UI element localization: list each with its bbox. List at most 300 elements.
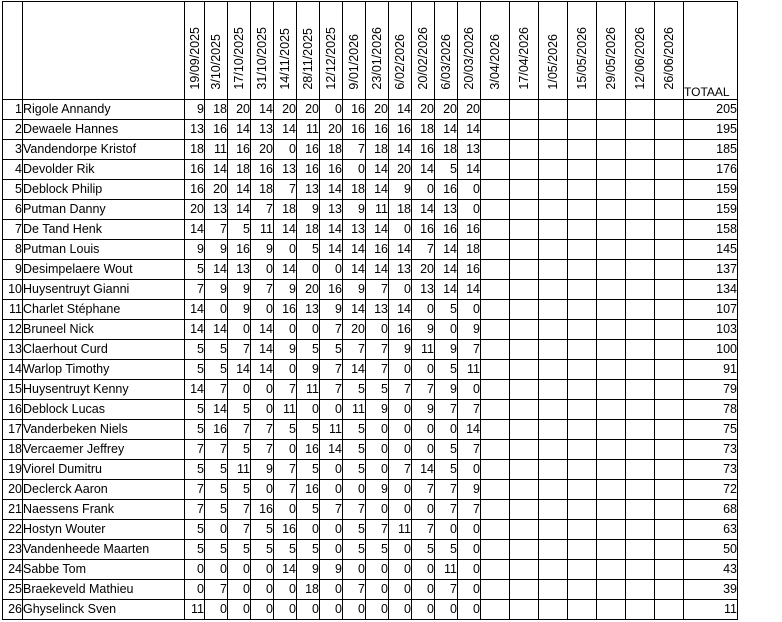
score-cell: 5: [205, 500, 228, 520]
score-cell: 5: [274, 540, 297, 560]
score-cell: 9: [458, 480, 481, 500]
total-cell: 43: [684, 560, 738, 580]
score-cell: 16: [274, 520, 297, 540]
score-cell: 16: [435, 220, 458, 240]
score-cell: 14: [366, 180, 389, 200]
score-cell: [568, 180, 597, 200]
score-cell: 14: [274, 260, 297, 280]
table-row: [3, 200, 738, 220]
player-name-cell: Declerck Aaron: [23, 480, 185, 500]
score-cell: [626, 320, 655, 340]
score-cell: 14: [185, 380, 205, 400]
score-cell: 14: [320, 180, 343, 200]
score-cell: [626, 260, 655, 280]
score-cell: 16: [412, 140, 435, 160]
score-cell: [655, 540, 684, 560]
score-cell: 7: [435, 500, 458, 520]
score-cell: 5: [185, 460, 205, 480]
score-cell: 5: [297, 460, 320, 480]
score-cell: 0: [458, 580, 481, 600]
score-cell: [568, 160, 597, 180]
score-cell: [568, 260, 597, 280]
score-cell: 14: [389, 300, 412, 320]
total-cell: 185: [684, 140, 738, 160]
score-cell: [626, 500, 655, 520]
score-cell: [597, 280, 626, 300]
table-row: [3, 540, 738, 560]
score-cell: [481, 120, 510, 140]
player-name-cell: Vandenheede Maarten: [23, 540, 185, 560]
score-cell: 0: [185, 560, 205, 580]
score-cell: 13: [251, 120, 274, 140]
score-cell: [655, 560, 684, 580]
score-cell: [539, 120, 568, 140]
score-cell: 20: [343, 320, 366, 340]
score-cell: 14: [389, 240, 412, 260]
date-header-label: 31/10/2025: [255, 27, 269, 90]
score-cell: [539, 340, 568, 360]
table-row: [3, 300, 738, 320]
score-cell: 5: [343, 440, 366, 460]
score-cell: 18: [297, 580, 320, 600]
rank-cell: 11: [3, 300, 23, 320]
rank-cell: 17: [3, 420, 23, 440]
score-cell: [626, 280, 655, 300]
score-cell: [481, 500, 510, 520]
score-cell: [597, 420, 626, 440]
score-cell: 14: [458, 120, 481, 140]
score-cell: [597, 220, 626, 240]
table-row: [3, 320, 738, 340]
score-cell: 0: [458, 540, 481, 560]
score-cell: [597, 100, 626, 120]
score-cell: 0: [297, 520, 320, 540]
total-cell: 159: [684, 180, 738, 200]
player-name-cell: Deblock Philip: [23, 180, 185, 200]
score-cell: 13: [228, 260, 251, 280]
score-cell: [510, 220, 539, 240]
score-cell: [481, 520, 510, 540]
score-cell: 5: [185, 540, 205, 560]
score-cell: 7: [366, 340, 389, 360]
score-cell: 14: [343, 300, 366, 320]
player-name-cell: Warlop Timothy: [23, 360, 185, 380]
score-cell: 5: [435, 540, 458, 560]
rank-cell: 19: [3, 460, 23, 480]
score-cell: [655, 500, 684, 520]
score-cell: [597, 600, 626, 620]
table-row: [3, 440, 738, 460]
score-cell: 0: [412, 580, 435, 600]
table-row: [3, 480, 738, 500]
total-cell: 50: [684, 540, 738, 560]
score-cell: 0: [412, 180, 435, 200]
table-row: [3, 180, 738, 200]
score-cell: 0: [251, 300, 274, 320]
score-cell: [481, 160, 510, 180]
date-header-label: 15/05/2026: [575, 27, 589, 90]
score-cell: [626, 180, 655, 200]
score-cell: 9: [343, 280, 366, 300]
score-cell: [655, 240, 684, 260]
score-cell: [597, 580, 626, 600]
score-cell: 14: [389, 100, 412, 120]
score-cell: 11: [297, 380, 320, 400]
score-cell: 11: [251, 220, 274, 240]
score-cell: 5: [228, 440, 251, 460]
score-cell: 9: [458, 320, 481, 340]
score-cell: 7: [389, 460, 412, 480]
score-cell: [568, 220, 597, 240]
score-cell: [568, 100, 597, 120]
score-cell: 9: [412, 400, 435, 420]
table-row: [3, 340, 738, 360]
score-cell: 0: [320, 480, 343, 500]
score-cell: [568, 500, 597, 520]
score-cell: 9: [185, 100, 205, 120]
score-cell: [481, 220, 510, 240]
score-cell: [510, 360, 539, 380]
score-cell: 9: [297, 560, 320, 580]
score-cell: 13: [185, 120, 205, 140]
score-cell: 16: [458, 220, 481, 240]
score-cell: 16: [343, 120, 366, 140]
score-cell: [481, 400, 510, 420]
score-cell: [655, 420, 684, 440]
score-cell: 0: [389, 480, 412, 500]
score-cell: [626, 580, 655, 600]
score-cell: [510, 140, 539, 160]
score-cell: 5: [251, 540, 274, 560]
score-cell: 5: [297, 540, 320, 560]
score-cell: 20: [297, 100, 320, 120]
score-cell: [539, 200, 568, 220]
score-cell: 11: [389, 520, 412, 540]
player-name-cell: Claerhout Curd: [23, 340, 185, 360]
score-cell: [510, 180, 539, 200]
table-row: [3, 460, 738, 480]
score-cell: 7: [366, 280, 389, 300]
score-cell: 0: [320, 520, 343, 540]
score-cell: [568, 580, 597, 600]
standings-table: [2, 1, 738, 620]
score-cell: [510, 460, 539, 480]
score-cell: 13: [274, 160, 297, 180]
score-cell: 7: [320, 320, 343, 340]
score-cell: 0: [458, 180, 481, 200]
score-cell: 13: [343, 220, 366, 240]
score-cell: [481, 380, 510, 400]
score-cell: 0: [458, 520, 481, 540]
score-cell: 0: [251, 380, 274, 400]
date-header-label: 29/05/2026: [604, 27, 618, 90]
date-header-label: 28/11/2025: [301, 28, 315, 90]
score-cell: [655, 300, 684, 320]
score-cell: [568, 380, 597, 400]
table-row: [3, 140, 738, 160]
score-cell: 9: [274, 280, 297, 300]
rank-cell: 22: [3, 520, 23, 540]
score-cell: [626, 380, 655, 400]
score-cell: 0: [343, 600, 366, 620]
player-name-cell: Sabbe Tom: [23, 560, 185, 580]
date-header-label: 1/05/2026: [546, 34, 560, 90]
score-cell: [510, 520, 539, 540]
rank-cell: 10: [3, 280, 23, 300]
score-cell: 13: [320, 200, 343, 220]
score-cell: 0: [205, 520, 228, 540]
score-cell: [510, 540, 539, 560]
score-cell: 5: [185, 340, 205, 360]
score-cell: [510, 420, 539, 440]
score-cell: 20: [412, 260, 435, 280]
score-cell: 9: [205, 280, 228, 300]
score-cell: [481, 200, 510, 220]
score-cell: [539, 480, 568, 500]
rank-cell: 23: [3, 540, 23, 560]
score-cell: [626, 100, 655, 120]
score-cell: 5: [343, 540, 366, 560]
score-cell: [626, 600, 655, 620]
score-cell: [568, 280, 597, 300]
score-cell: 7: [458, 500, 481, 520]
score-cell: [655, 600, 684, 620]
score-cell: 5: [228, 480, 251, 500]
score-cell: 7: [205, 380, 228, 400]
score-cell: [481, 460, 510, 480]
score-cell: 5: [185, 260, 205, 280]
score-cell: 11: [458, 360, 481, 380]
score-cell: 16: [343, 100, 366, 120]
score-cell: 16: [274, 300, 297, 320]
total-cell: 107: [684, 300, 738, 320]
player-name-cell: Vandendorpe Kristof: [23, 140, 185, 160]
date-header-label: 23/01/2026: [370, 27, 384, 90]
score-cell: [626, 140, 655, 160]
score-cell: [626, 300, 655, 320]
score-cell: 7: [320, 500, 343, 520]
score-cell: [626, 120, 655, 140]
score-cell: 18: [458, 240, 481, 260]
score-cell: 7: [458, 440, 481, 460]
score-cell: [568, 300, 597, 320]
score-cell: 5: [412, 540, 435, 560]
score-cell: 16: [320, 160, 343, 180]
score-cell: [481, 280, 510, 300]
score-cell: 9: [251, 460, 274, 480]
score-cell: 9: [185, 240, 205, 260]
score-cell: 0: [412, 500, 435, 520]
score-cell: 7: [435, 580, 458, 600]
score-cell: 11: [435, 560, 458, 580]
score-cell: [510, 600, 539, 620]
score-cell: 14: [251, 340, 274, 360]
date-header: [228, 2, 251, 100]
score-cell: [539, 240, 568, 260]
score-cell: [568, 480, 597, 500]
score-cell: 0: [412, 300, 435, 320]
score-cell: 0: [435, 520, 458, 540]
score-cell: 16: [185, 180, 205, 200]
score-cell: 7: [366, 520, 389, 540]
score-cell: 0: [297, 260, 320, 280]
score-cell: [539, 440, 568, 460]
score-cell: 11: [185, 600, 205, 620]
score-cell: [655, 280, 684, 300]
score-cell: 18: [251, 180, 274, 200]
score-cell: 16: [412, 220, 435, 240]
score-cell: 7: [389, 380, 412, 400]
score-cell: 14: [228, 200, 251, 220]
score-cell: 14: [274, 220, 297, 240]
score-cell: [626, 460, 655, 480]
score-cell: [510, 340, 539, 360]
score-cell: 0: [297, 600, 320, 620]
score-cell: [655, 380, 684, 400]
score-cell: [510, 560, 539, 580]
score-cell: 5: [435, 300, 458, 320]
score-cell: 14: [205, 260, 228, 280]
total-cell: 72: [684, 480, 738, 500]
table-row: [3, 260, 738, 280]
score-cell: 9: [389, 180, 412, 200]
total-cell: 39: [684, 580, 738, 600]
score-cell: 0: [185, 580, 205, 600]
score-cell: [597, 440, 626, 460]
score-cell: [597, 540, 626, 560]
score-cell: [626, 220, 655, 240]
score-cell: 5: [228, 220, 251, 240]
score-cell: [626, 240, 655, 260]
score-cell: 9: [389, 340, 412, 360]
score-cell: 9: [366, 400, 389, 420]
score-cell: [539, 300, 568, 320]
rank-cell: 26: [3, 600, 23, 620]
score-cell: 0: [274, 580, 297, 600]
header-total: TOTAAL: [684, 2, 738, 100]
player-name-cell: Dewaele Hannes: [23, 120, 185, 140]
score-cell: 20: [435, 100, 458, 120]
score-cell: 0: [412, 360, 435, 380]
score-cell: [655, 180, 684, 200]
table-row: [3, 520, 738, 540]
score-cell: 9: [205, 240, 228, 260]
score-cell: 16: [205, 420, 228, 440]
score-cell: 0: [274, 440, 297, 460]
score-cell: [481, 540, 510, 560]
score-cell: 14: [366, 260, 389, 280]
total-cell: 63: [684, 520, 738, 540]
date-header-label: 14/11/2025: [278, 28, 292, 90]
score-cell: 20: [228, 100, 251, 120]
score-cell: 0: [297, 320, 320, 340]
score-cell: 20: [366, 100, 389, 120]
score-cell: 14: [389, 140, 412, 160]
table-row: [3, 500, 738, 520]
score-cell: [510, 480, 539, 500]
date-header: [297, 2, 320, 100]
score-cell: [597, 500, 626, 520]
score-cell: [655, 440, 684, 460]
rank-cell: 14: [3, 360, 23, 380]
rank-cell: 13: [3, 340, 23, 360]
header-name-cell: [23, 2, 185, 100]
score-cell: 7: [412, 380, 435, 400]
score-cell: 11: [274, 400, 297, 420]
score-cell: 16: [297, 160, 320, 180]
score-cell: 18: [435, 140, 458, 160]
score-cell: [597, 560, 626, 580]
score-cell: [655, 220, 684, 240]
score-cell: 14: [435, 260, 458, 280]
score-cell: 11: [343, 400, 366, 420]
score-cell: 20: [297, 280, 320, 300]
score-cell: [539, 500, 568, 520]
score-cell: [481, 140, 510, 160]
score-cell: 11: [297, 120, 320, 140]
score-cell: [481, 300, 510, 320]
score-cell: 0: [228, 560, 251, 580]
date-header: [366, 2, 389, 100]
score-cell: [539, 140, 568, 160]
score-cell: 16: [228, 140, 251, 160]
date-header: [389, 2, 412, 100]
score-cell: [626, 540, 655, 560]
score-cell: [539, 160, 568, 180]
score-cell: 14: [251, 100, 274, 120]
score-cell: 13: [389, 260, 412, 280]
score-cell: [539, 360, 568, 380]
score-cell: [539, 420, 568, 440]
score-cell: 5: [228, 540, 251, 560]
score-cell: [597, 480, 626, 500]
score-cell: 14: [343, 360, 366, 380]
score-cell: 14: [185, 220, 205, 240]
score-cell: [655, 460, 684, 480]
score-cell: 14: [435, 280, 458, 300]
score-cell: 0: [320, 100, 343, 120]
score-cell: 7: [412, 520, 435, 540]
score-cell: 0: [435, 420, 458, 440]
rank-cell: 4: [3, 160, 23, 180]
total-cell: 205: [684, 100, 738, 120]
score-cell: 0: [366, 580, 389, 600]
score-cell: 0: [458, 560, 481, 580]
score-cell: 0: [366, 500, 389, 520]
score-cell: 5: [185, 520, 205, 540]
score-cell: 14: [274, 120, 297, 140]
score-cell: 11: [205, 140, 228, 160]
date-header: [185, 2, 205, 100]
score-cell: 5: [343, 520, 366, 540]
score-cell: 0: [343, 160, 366, 180]
score-cell: 7: [251, 440, 274, 460]
score-cell: [539, 180, 568, 200]
score-cell: 16: [320, 280, 343, 300]
total-cell: 73: [684, 460, 738, 480]
score-cell: [597, 320, 626, 340]
rank-cell: 12: [3, 320, 23, 340]
score-cell: 0: [412, 420, 435, 440]
score-cell: 0: [389, 420, 412, 440]
score-cell: [539, 520, 568, 540]
score-cell: [626, 360, 655, 380]
score-cell: 0: [389, 440, 412, 460]
score-cell: 14: [228, 180, 251, 200]
score-cell: 7: [274, 480, 297, 500]
score-cell: [626, 440, 655, 460]
score-cell: 5: [297, 340, 320, 360]
